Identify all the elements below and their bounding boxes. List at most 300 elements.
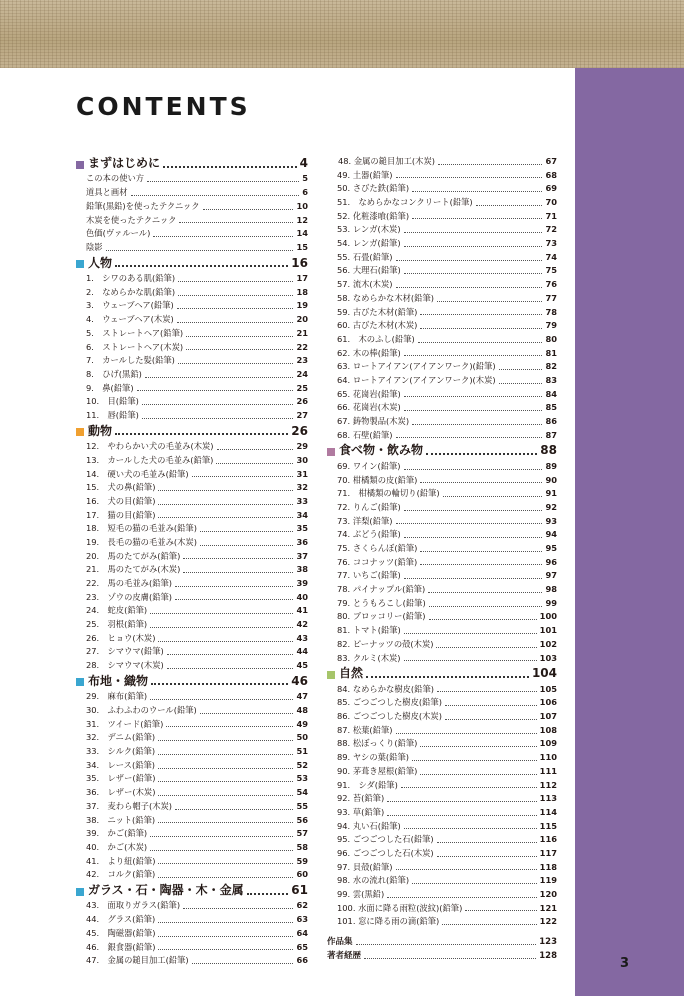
leader-dots [420, 551, 542, 552]
toc-entry[interactable] [327, 710, 557, 724]
toc-entry[interactable] [327, 683, 557, 697]
toc-section-heading[interactable] [327, 442, 557, 460]
toc-label: 55. 石畳(鉛筆) [337, 251, 393, 262]
toc-label: 53. レンガ(木炭) [337, 224, 401, 235]
toc-label: 80. ブロッコリー(鉛筆) [337, 611, 426, 622]
toc-section-heading[interactable] [76, 673, 308, 691]
leader-dots [412, 883, 537, 884]
toc-label: 33. シルク(鉛筆) [86, 746, 156, 757]
toc-entry[interactable] [76, 841, 308, 855]
toc-page-number: 92 [545, 501, 557, 512]
leader-dots [183, 558, 293, 559]
toc-label: 78. パイナップル(鉛筆) [337, 584, 426, 595]
toc-page-number: 117 [539, 847, 557, 858]
leader-dots [158, 936, 293, 937]
toc-right-column [327, 155, 557, 963]
toc-page-number: 111 [539, 765, 557, 776]
leader-dots [178, 281, 293, 282]
leader-dots [247, 893, 289, 895]
toc-label: 50. さびた鉄(鉛筆) [337, 183, 410, 194]
toc-section-heading[interactable] [76, 155, 308, 173]
toc-entry[interactable] [76, 481, 308, 495]
toc-entry[interactable] [327, 237, 557, 251]
toc-entry[interactable] [76, 718, 308, 732]
toc-section-heading[interactable] [76, 882, 308, 900]
toc-entry[interactable] [76, 454, 308, 468]
toc-label: 10. 目(鉛筆) [86, 396, 139, 407]
toc-page-number: 48 [296, 705, 308, 716]
toc-label: 18. 短毛の猫の毛並み(鉛筆) [86, 523, 197, 534]
toc-label: 8. ひげ(黒鉛) [86, 368, 142, 379]
toc-label: 25. 羽根(鉛筆) [86, 619, 148, 630]
toc-label: 24. 蛇皮(鉛筆) [86, 605, 148, 616]
leader-dots [175, 809, 293, 810]
toc-entry[interactable] [76, 604, 308, 618]
toc-entry[interactable] [76, 186, 308, 200]
toc-entry[interactable] [76, 855, 308, 869]
toc-entry[interactable] [327, 333, 557, 347]
toc-entry[interactable] [76, 659, 308, 673]
toc-entry[interactable] [76, 341, 308, 355]
toc-label: 5. ストレートヘア(鉛筆) [86, 327, 184, 338]
toc-entry[interactable] [327, 820, 557, 834]
leader-dots [177, 308, 294, 309]
toc-page-number: 68 [545, 169, 557, 180]
toc-entry[interactable] [327, 597, 557, 611]
leader-dots [186, 336, 293, 337]
toc-label: 96. ごつごつした石(木炭) [337, 847, 434, 858]
toc-label: 人物 [88, 255, 113, 270]
toc-label: 38. ニット(鉛筆) [86, 814, 156, 825]
toc-entry[interactable] [327, 738, 557, 752]
toc-entry[interactable] [327, 696, 557, 710]
toc-page-number: 61 [291, 883, 308, 897]
toc-label: 3. ウェーブヘア(鉛筆) [86, 300, 174, 311]
leader-dots [404, 660, 537, 661]
toc-label: 40. かご(木炭) [86, 841, 148, 852]
toc-page-number: 121 [539, 902, 557, 913]
toc-entry[interactable] [76, 618, 308, 632]
toc-entry[interactable] [327, 401, 557, 415]
toc-entry[interactable] [76, 468, 308, 482]
toc-page-number: 110 [539, 752, 557, 763]
leader-dots [429, 619, 537, 620]
toc-page-number: 81 [545, 347, 557, 358]
section-marker-icon [76, 678, 84, 686]
toc-page-number: 97 [545, 570, 557, 581]
toc-label: 16. 犬の目(鉛筆) [86, 495, 156, 506]
toc-entry[interactable] [76, 354, 308, 368]
toc-entry[interactable] [76, 690, 308, 704]
toc-entry[interactable] [327, 724, 557, 738]
toc-label: 29. 麻布(鉛筆) [86, 691, 148, 702]
toc-entry[interactable] [76, 731, 308, 745]
toc-entry[interactable] [76, 395, 308, 409]
toc-label: 100. 水面に降る雨粒(波紋)(鉛筆) [337, 902, 463, 913]
toc-page-number: 26 [296, 396, 308, 407]
leader-dots [150, 699, 293, 700]
leader-dots [396, 177, 543, 178]
toc-entry[interactable] [327, 624, 557, 638]
toc-label: 41. より紐(鉛筆) [86, 855, 156, 866]
toc-label: 13. カールした犬の毛並み(鉛筆) [86, 454, 214, 465]
leader-dots [200, 713, 294, 714]
toc-entry[interactable] [327, 374, 557, 388]
toc-entry[interactable] [76, 227, 308, 241]
toc-entry[interactable] [327, 360, 557, 374]
toc-entry[interactable] [327, 474, 557, 488]
toc-page-number: 119 [539, 875, 557, 886]
toc-page-number: 72 [545, 224, 557, 235]
toc-label: 22. 馬の毛並み(鉛筆) [86, 578, 173, 589]
toc-back-matter[interactable] [327, 949, 557, 963]
toc-entry[interactable] [76, 495, 308, 509]
leader-dots [438, 164, 542, 165]
toc-entry[interactable] [76, 286, 308, 300]
leader-dots [412, 218, 542, 219]
toc-entry[interactable] [76, 300, 308, 314]
leader-dots [175, 586, 293, 587]
toc-label: 21. 馬のたてがみ(木炭) [86, 564, 181, 575]
toc-page-number: 93 [545, 515, 557, 526]
toc-page-number: 82 [545, 361, 557, 372]
toc-entry[interactable] [76, 214, 308, 228]
toc-entry[interactable] [327, 874, 557, 888]
toc-page-number: 102 [539, 638, 557, 649]
toc-entry[interactable] [327, 861, 557, 875]
toc-page-number: 62 [296, 900, 308, 911]
toc-back-matter[interactable] [327, 935, 557, 949]
toc-entry[interactable] [327, 806, 557, 820]
leader-dots [167, 654, 294, 655]
toc-page-number: 12 [296, 214, 308, 225]
toc-entry[interactable] [76, 759, 308, 773]
leader-dots [437, 691, 537, 692]
leader-dots [192, 476, 294, 477]
toc-section-heading[interactable] [76, 423, 308, 441]
toc-entry[interactable] [327, 292, 557, 306]
leader-dots [404, 537, 543, 538]
toc-label: 68. 石壁(鉛筆) [337, 429, 393, 440]
toc-entry[interactable] [327, 751, 557, 765]
section-marker-icon [76, 428, 84, 436]
toc-entry[interactable] [76, 827, 308, 841]
toc-page-number: 44 [296, 646, 308, 657]
toc-page-number: 54 [296, 787, 308, 798]
leader-dots [151, 683, 288, 685]
leader-dots [115, 433, 288, 435]
leader-dots [387, 801, 536, 802]
toc-page-number: 96 [545, 556, 557, 567]
toc-label: 2. なめらかな肌(鉛筆) [86, 286, 176, 297]
toc-entry[interactable] [327, 915, 557, 929]
toc-page-number: 86 [545, 416, 557, 427]
toc-entry[interactable] [327, 638, 557, 652]
toc-entry[interactable] [327, 556, 557, 570]
toc-entry[interactable] [327, 501, 557, 515]
leader-dots [175, 599, 293, 600]
leader-dots [186, 349, 293, 350]
toc-label: 60. 古びた木材(木炭) [337, 320, 418, 331]
toc-entry[interactable] [76, 646, 308, 660]
leader-dots [404, 232, 543, 233]
canvas-texture-banner [0, 0, 684, 68]
leader-dots [216, 463, 293, 464]
leader-dots [437, 842, 537, 843]
toc-page-number: 30 [296, 454, 308, 465]
toc-entry[interactable] [76, 591, 308, 605]
toc-label: 48. 金属の鎚目加工(木炭) [338, 155, 435, 166]
toc-page-number: 78 [545, 306, 557, 317]
toc-label: 37. 麦わら帽子(木炭) [86, 800, 173, 811]
toc-entry[interactable] [76, 536, 308, 550]
leader-dots [192, 963, 294, 964]
toc-entry[interactable] [327, 223, 557, 237]
toc-page-number: 52 [296, 759, 308, 770]
toc-entry[interactable] [327, 583, 557, 597]
toc-entry[interactable] [76, 522, 308, 536]
toc-entry[interactable] [76, 241, 308, 255]
toc-label: 86. ごつごつした樹皮(木炭) [337, 711, 442, 722]
toc-page-number: 101 [539, 625, 557, 636]
toc-page-number: 31 [296, 468, 308, 479]
toc-page-number: 17 [296, 273, 308, 284]
toc-entry[interactable] [327, 847, 557, 861]
toc-label: 木炭を使ったテクニック [86, 214, 177, 225]
toc-entry[interactable] [76, 368, 308, 382]
leader-dots [445, 705, 537, 706]
toc-entry[interactable] [76, 814, 308, 828]
toc-entry[interactable] [76, 409, 308, 423]
toc-section-heading[interactable] [76, 255, 308, 273]
toc-page-number: 104 [531, 666, 557, 681]
leader-dots [158, 768, 293, 769]
toc-label: 47. 金属の鎚目加工(鉛筆) [86, 955, 189, 966]
toc-label: 35. レザー(鉛筆) [86, 773, 156, 784]
toc-entry[interactable] [327, 278, 557, 292]
toc-label: 88. 松ぼっくり(鉛筆) [337, 738, 418, 749]
leader-dots [404, 273, 543, 274]
leader-dots [420, 746, 536, 747]
leader-dots [387, 815, 536, 816]
leader-dots [150, 850, 293, 851]
leader-dots [429, 606, 543, 607]
toc-entry[interactable] [76, 382, 308, 396]
toc-page-number: 22 [296, 341, 308, 352]
toc-page-number: 49 [296, 718, 308, 729]
toc-label: ガラス・石・陶器・木・金属 [88, 883, 244, 897]
toc-page-number: 112 [539, 779, 557, 790]
toc-entry[interactable] [76, 954, 308, 968]
toc-page-number: 89 [545, 460, 557, 471]
leader-dots [150, 613, 293, 614]
toc-entry[interactable] [327, 515, 557, 529]
toc-label: 61. 木のふし(鉛筆) [337, 333, 415, 344]
toc-entry[interactable] [327, 652, 557, 666]
toc-page-number: 33 [296, 495, 308, 506]
toc-entry[interactable] [76, 868, 308, 882]
toc-page-number: 118 [539, 861, 557, 872]
toc-page-number: 94 [545, 529, 557, 540]
leader-dots [404, 246, 543, 247]
toc-entry[interactable] [327, 542, 557, 556]
toc-entry[interactable] [76, 800, 308, 814]
toc-entry[interactable] [76, 773, 308, 787]
toc-entry[interactable] [327, 251, 557, 265]
toc-page-number: 25 [296, 382, 308, 393]
leader-dots [179, 222, 293, 223]
toc-label: 74. ぶどう(鉛筆) [337, 529, 401, 540]
toc-entry[interactable] [76, 327, 308, 341]
toc-entry[interactable] [76, 745, 308, 759]
toc-entry[interactable] [76, 900, 308, 914]
toc-entry[interactable] [76, 313, 308, 327]
leader-dots [428, 592, 542, 593]
toc-entry[interactable] [76, 941, 308, 955]
toc-entry[interactable] [76, 563, 308, 577]
toc-entry[interactable] [327, 833, 557, 847]
toc-label: 98. 水の流れ(鉛筆) [337, 875, 410, 886]
toc-entry[interactable] [76, 577, 308, 591]
toc-page-number: 50 [296, 732, 308, 743]
page-number: 3 [620, 956, 630, 971]
toc-page-number: 103 [539, 652, 557, 663]
toc-page-number: 27 [296, 409, 308, 420]
toc-label: 23. ゾウの皮膚(鉛筆) [86, 591, 173, 602]
toc-page-number: 74 [545, 251, 557, 262]
toc-label: 45. 陶磁器(鉛筆) [86, 927, 156, 938]
toc-entry[interactable] [76, 509, 308, 523]
toc-page-number: 15 [296, 241, 308, 252]
leader-dots [158, 754, 293, 755]
leader-dots [178, 295, 293, 296]
toc-label: 1. シワのある肌(鉛筆) [86, 273, 176, 284]
toc-entry[interactable] [327, 388, 557, 402]
leader-dots [142, 418, 294, 419]
toc-label: 30. ふわふわのウール(鉛筆) [86, 705, 197, 716]
toc-entry[interactable] [327, 779, 557, 793]
toc-page-number: 69 [545, 183, 557, 194]
toc-page-number: 122 [539, 916, 557, 927]
leader-dots [412, 760, 537, 761]
toc-entry[interactable] [76, 927, 308, 941]
leader-dots [404, 469, 543, 470]
leader-dots [145, 377, 294, 378]
toc-label: 19. 長毛の猫の毛並み(木炭) [86, 536, 197, 547]
toc-entry[interactable] [76, 704, 308, 718]
toc-entry[interactable] [327, 487, 557, 501]
toc-entry[interactable] [76, 786, 308, 800]
toc-section-heading[interactable] [327, 665, 557, 683]
leader-dots [203, 209, 294, 210]
toc-label: 54. レンガ(鉛筆) [337, 238, 401, 249]
toc-page-number: 14 [296, 228, 308, 239]
toc-label: 77. いちご(鉛筆) [337, 570, 401, 581]
toc-page-number: 95 [545, 543, 557, 554]
toc-label: 85. ごつごつした樹皮(鉛筆) [337, 697, 442, 708]
toc-label: 26. ヒョウ(木炭) [86, 632, 156, 643]
toc-entry[interactable] [327, 902, 557, 916]
toc-label: 51. なめらかなコンクリート(鉛筆) [337, 197, 473, 208]
toc-entry[interactable] [327, 888, 557, 902]
leader-dots [217, 449, 294, 450]
leader-dots [106, 250, 294, 251]
toc-page-number: 39 [296, 578, 308, 589]
leader-dots [150, 836, 293, 837]
toc-page-number: 47 [296, 691, 308, 702]
toc-entry[interactable] [76, 440, 308, 454]
toc-entry[interactable] [327, 319, 557, 333]
toc-entry[interactable] [327, 265, 557, 279]
toc-entry[interactable] [327, 415, 557, 429]
toc-page-number: 113 [539, 793, 557, 804]
toc-entry[interactable] [327, 792, 557, 806]
leader-dots [166, 726, 293, 727]
toc-entry[interactable] [327, 528, 557, 542]
leader-dots [158, 949, 293, 950]
toc-entry[interactable] [327, 429, 557, 443]
section-marker-icon [76, 888, 84, 896]
toc-label: まずはじめに [88, 156, 161, 170]
toc-label: 14. 硬い犬の毛並み(鉛筆) [86, 468, 189, 479]
toc-page-number: 84 [545, 388, 557, 399]
toc-page-number: 90 [545, 474, 557, 485]
toc-page-number: 70 [545, 197, 557, 208]
purple-side-bar [575, 68, 684, 996]
toc-entry[interactable] [327, 169, 557, 183]
toc-entry[interactable] [327, 155, 557, 169]
toc-entry[interactable] [76, 173, 308, 187]
toc-entry[interactable] [76, 200, 308, 214]
toc-label: 道具と画材 [86, 187, 128, 198]
leader-dots [442, 924, 536, 925]
leader-dots [158, 490, 293, 491]
toc-label: 76. ココナッツ(鉛筆) [337, 556, 418, 567]
toc-page-number: 29 [296, 441, 308, 452]
section-marker-icon [327, 448, 335, 456]
toc-entry[interactable] [327, 210, 557, 224]
leader-dots [420, 314, 542, 315]
toc-entry[interactable] [76, 550, 308, 564]
toc-entry[interactable] [76, 913, 308, 927]
toc-entry[interactable] [327, 347, 557, 361]
toc-entry[interactable] [327, 306, 557, 320]
toc-entry[interactable] [327, 569, 557, 583]
toc-label: この本の使い方 [86, 173, 145, 184]
leader-dots [387, 897, 536, 898]
leader-dots [158, 517, 293, 518]
leader-dots [443, 496, 543, 497]
toc-entry[interactable] [327, 196, 557, 210]
toc-label: 27. シマウマ(鉛筆) [86, 646, 164, 657]
toc-page-number: 80 [545, 333, 557, 344]
toc-entry[interactable] [327, 182, 557, 196]
toc-label: 81. トマト(鉛筆) [337, 625, 401, 636]
toc-entry[interactable] [76, 632, 308, 646]
toc-entry[interactable] [327, 611, 557, 625]
toc-entry[interactable] [76, 272, 308, 286]
leader-dots [465, 910, 536, 911]
toc-entry[interactable] [327, 460, 557, 474]
toc-entry[interactable] [327, 765, 557, 779]
toc-page-number: 114 [539, 806, 557, 817]
leader-dots [158, 795, 293, 796]
toc-page-number: 79 [545, 320, 557, 331]
leader-dots [158, 877, 293, 878]
toc-page-number: 21 [296, 327, 308, 338]
toc-page-number: 60 [296, 869, 308, 880]
toc-label: 39. かご(鉛筆) [86, 828, 148, 839]
